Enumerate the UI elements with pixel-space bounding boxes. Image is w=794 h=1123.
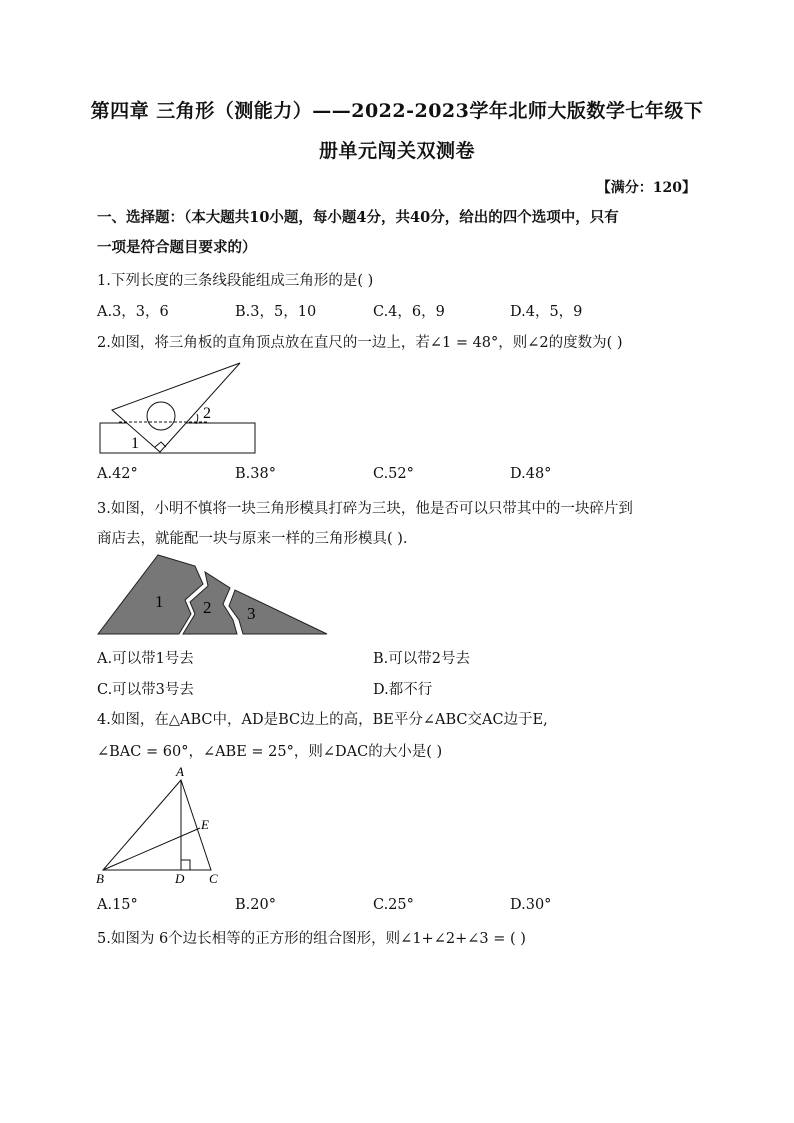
vertex-label-c: C — [209, 871, 218, 886]
q4-figure-triangle-abc — [93, 764, 228, 888]
page-title-line1: 第四章 三角形（测能力）——2022-2023学年北师大版数学七年级下 — [90, 100, 704, 122]
q2-option-c: C.52° — [373, 466, 414, 482]
fragment-3 — [229, 590, 327, 634]
q2-option-b: B.38° — [235, 466, 276, 482]
q2-figure-ruler-triangle — [95, 358, 265, 458]
q2-option-d: D.48° — [510, 466, 552, 482]
section-heading-line2: 一项是符合题目要求的） — [97, 239, 257, 256]
triangle-abc — [103, 780, 211, 870]
q2-angle-label-2: 2 — [203, 405, 211, 422]
q4-option-c: C.25° — [373, 897, 414, 913]
full-score-label: 【满分：120】 — [596, 180, 696, 196]
bisector-be — [103, 828, 200, 870]
q2-angle-label-1: 1 — [131, 435, 139, 452]
point-label-d: D — [175, 871, 185, 886]
question-3-stem-line2: 商店去，就能配一块与原来一样的三角形模具( ). — [97, 531, 408, 547]
q1-option-a: A.3，3，6 — [97, 304, 169, 320]
q1-option-b: B.3，5，10 — [235, 304, 317, 320]
q1-option-c: C.4，6，9 — [373, 304, 445, 320]
q4-option-a: A.15° — [97, 897, 138, 913]
fragment-label-2: 2 — [203, 598, 212, 617]
question-5-stem: 5.如图为 6个边长相等的正方形的组合图形，则∠1+∠2+∠3 = ( ) — [97, 931, 526, 947]
q2-option-a: A.42° — [97, 466, 138, 482]
q4-option-b: B.20° — [235, 897, 276, 913]
q1-option-d: D.4，5，9 — [510, 304, 583, 320]
vertex-label-a: A — [176, 764, 184, 779]
vertex-label-b: B — [96, 871, 104, 886]
page-title-line2: 册单元闯关双测卷 — [318, 140, 475, 162]
question-1-stem: 1.下列长度的三条线段能组成三角形的是( ) — [97, 273, 374, 289]
q4-option-d: D.30° — [510, 897, 552, 913]
question-4-stem-line2: ∠BAC = 60°，∠ABE = 25°，则∠DAC的大小是( ) — [97, 744, 443, 760]
question-2-stem: 2.如图，将三角板的直角顶点放在直尺的一边上，若∠1 = 48°，则∠2的度数为( ) — [97, 335, 623, 351]
q3-option-b: B.可以带2号去 — [373, 651, 470, 667]
q3-option-a: A.可以带1号去 — [97, 651, 194, 667]
q3-option-c: C.可以带3号去 — [97, 682, 194, 698]
fragment-1 — [98, 555, 203, 634]
point-label-e: E — [201, 817, 209, 832]
right-angle-mark-d — [181, 860, 190, 870]
q3-option-d: D.都不行 — [373, 682, 433, 698]
q3-figure-broken-triangle — [95, 552, 335, 640]
question-3-stem-line1: 3.如图，小明不慎将一块三角形模具打碎为三块，他是否可以只带其中的一块碎片到 — [97, 501, 633, 517]
question-4-stem-line1: 4.如图，在△ABC中，AD是BC边上的高，BE平分∠ABC交AC边于E, — [97, 712, 548, 728]
fragment-label-1: 1 — [155, 592, 164, 611]
section-heading-line1: 一、选择题：（本大题共10小题，每小题4分，共40分，给出的四个选项中，只有 — [97, 209, 619, 226]
fragment-label-3: 3 — [247, 604, 256, 623]
